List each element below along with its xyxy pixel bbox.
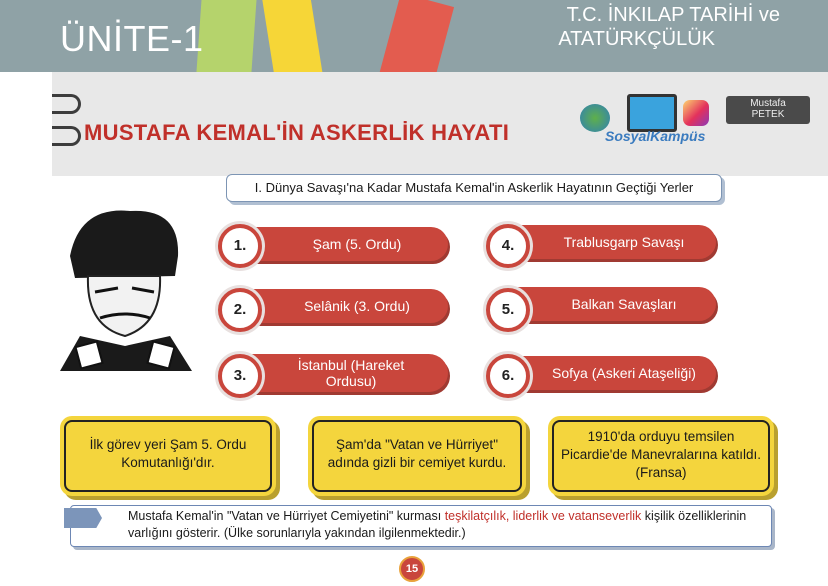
item-number: 4. [486,224,530,268]
usb-logo [726,96,810,124]
course-title-line2: ATATÜRKÇÜLÜK [558,28,715,50]
item-label: Şam (5. Ordu) [312,236,402,252]
item-label: Sofya (Askeri Ataşeliği) [552,365,696,381]
item-number: 3. [218,354,262,398]
item-label: İstanbul (Hareket Ordusu) [297,357,405,389]
item-number: 2. [218,288,262,332]
brand-logo-text: SosyalKampüs [605,128,706,144]
info-highlight: teşkilatçılık, liderlik ve vatanseverlik [444,509,642,523]
item-label: Balkan Savaşları [571,296,677,312]
note-box [312,420,522,492]
note-text: İlk görev yeri Şam 5. Ordu Komutanlığı'dır. [89,437,247,470]
item-label: Trablusgarp Savaşı [563,234,685,250]
item-number: 5. [486,288,530,332]
instagram-icon[interactable] [683,100,709,126]
item-label: Selânik (3. Ordu) [304,298,410,314]
note-box [64,420,272,492]
binder-ring-icon [52,126,81,146]
unit-title: ÜNİTE-1 [60,18,204,59]
course-title-line1: T.C. İNKILAP TARİHİ ve [566,4,780,26]
item-number: 1. [218,224,262,268]
note-box [552,420,770,492]
topic-title: MUSTAFA KEMAL'İN ASKERLİK HAYATI [84,120,510,145]
info-text-pre: Mustafa Kemal'in "Vatan ve Hürriyet Cemiyetini" kurması [128,509,445,523]
tv-icon [627,94,677,132]
link-icon [64,508,102,528]
usb-line1: Mustafa [750,98,786,109]
note-text: 1910'da orduyu temsilen Picardie'de Manevralarına katıldı. (Fransa) [561,429,761,480]
note-text: Şam'da "Vatan ve Hürriyet" adında gizli bir cemiyet kurdu. [327,437,507,470]
item-number: 6. [486,354,530,398]
binder-ring-icon [52,94,81,114]
info-text-post: kişilik özelliklerinin varlığını gösterir. (Ülke sorunlarıyla yakından ilgilenmektedir.) [128,509,747,540]
info-text [128,508,768,542]
section-subtitle: I. Dünya Savaşı'na Kadar Mustafa Kemal'in Askerlik Hayatının Geçtiği Yerler [226,174,722,202]
page-number-badge: 15 [399,556,425,582]
portrait-illustration [50,196,200,376]
usb-line2: PETEK [751,109,785,120]
